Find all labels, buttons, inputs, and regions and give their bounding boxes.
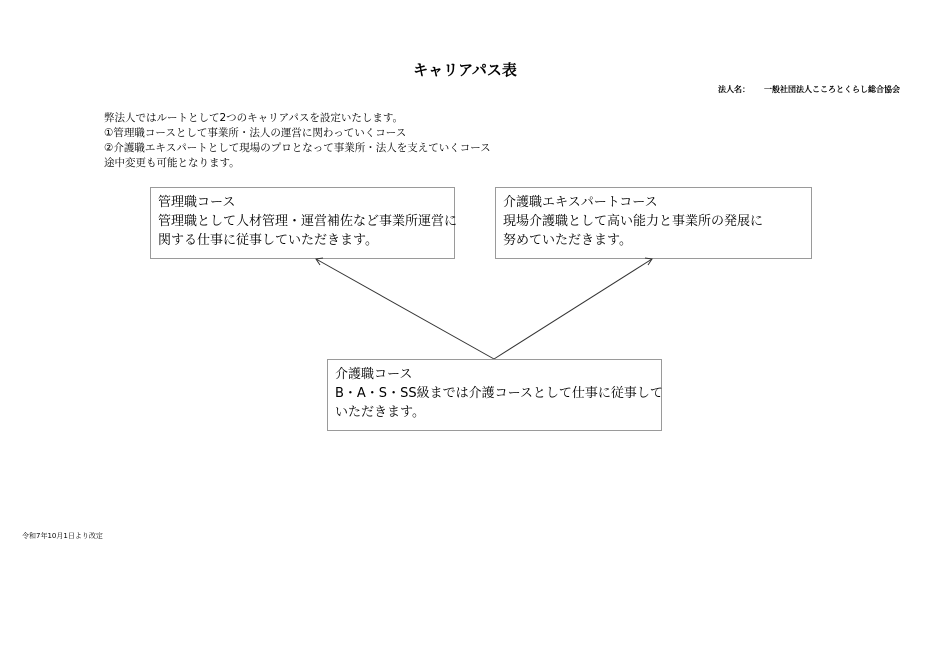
care-course-box (327, 359, 662, 431)
intro-text (104, 111, 491, 171)
organization-name: 一般社団法人こころとくらし総合協会 (764, 85, 900, 94)
arrow-head-manager (316, 258, 323, 265)
expert-course-desc-line: 現場介護職として高い能力と事業所の発展に (503, 214, 764, 229)
arrow-head-expert (645, 258, 652, 265)
care-course-desc-line: B・A・S・SS級までは介護コースとして仕事に従事して (335, 386, 663, 401)
care-course-title: 介護職コース (335, 367, 413, 382)
intro-line: 途中変更も可能となります。 (104, 157, 240, 169)
intro-line: ②介護職エキスパートとして現場のプロとなって事業所・法人を支えていくコース (104, 142, 491, 154)
organization-label: 法人名： (718, 85, 750, 94)
manager-course-desc-line: 管理職として人材管理・運営補佐など事業所運営に (158, 214, 458, 229)
intro-line: ①管理職コースとして事業所・法人の運営に関わっていくコース (104, 127, 407, 139)
page-title: キャリアパス表 (413, 61, 517, 79)
manager-course-desc-line: 関する仕事に従事していただきます。 (158, 233, 378, 248)
care-course-desc-line: いただきます。 (335, 405, 425, 420)
arrow-to-manager-course (316, 259, 494, 359)
expert-course-box (495, 187, 812, 259)
expert-course-desc-line: 努めていただきます。 (503, 233, 632, 248)
manager-course-title: 管理職コース (158, 195, 236, 210)
manager-course-box (150, 187, 458, 259)
revision-note: 令和7年10月1日より改定 (22, 532, 103, 540)
arrow-to-expert-course (494, 259, 652, 359)
organization-line (718, 84, 900, 96)
expert-course-title: 介護職エキスパートコース (503, 195, 658, 210)
intro-line: 弊法人ではルートとして2つのキャリアパスを設定いたします。 (104, 112, 403, 124)
